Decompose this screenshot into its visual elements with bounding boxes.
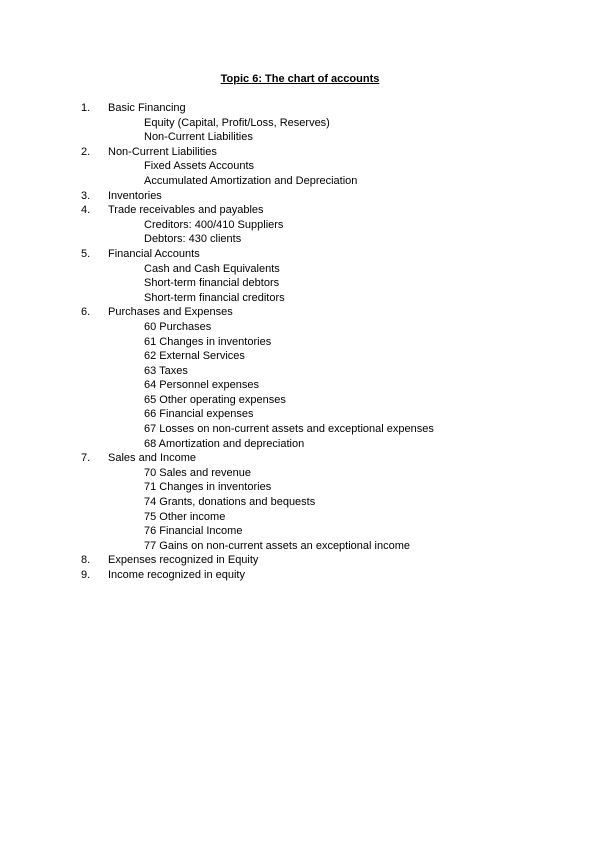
sub-list-item bbox=[81, 495, 581, 510]
sub-list-item bbox=[81, 174, 581, 189]
sub-list-item bbox=[81, 407, 581, 422]
sub-list-item bbox=[81, 393, 581, 408]
sub-list-item-label: 60 Purchases bbox=[144, 320, 212, 333]
list-item-label: Purchases and Expenses bbox=[108, 306, 233, 319]
list-item bbox=[81, 451, 581, 466]
sub-list-item bbox=[81, 335, 581, 350]
list-item-number: 4. bbox=[81, 204, 91, 217]
list-item-number: 6. bbox=[81, 306, 91, 319]
list-item-label: Inventories bbox=[108, 189, 162, 202]
sub-list-item-label: 74 Grants, donations and bequests bbox=[144, 496, 316, 509]
sub-list-item bbox=[81, 524, 581, 539]
list-item bbox=[81, 553, 581, 568]
list-item bbox=[81, 247, 581, 262]
list-item-label: Income recognized in equity bbox=[108, 569, 245, 581]
sub-list-item-label: Short-term financial creditors bbox=[144, 291, 285, 304]
list-item bbox=[81, 101, 581, 116]
sub-list-item-label: Accumulated Amortization and Depreciation bbox=[144, 174, 358, 187]
sub-list-item-label: 68 Amortization and depreciation bbox=[144, 437, 305, 450]
sub-list-item bbox=[81, 378, 581, 393]
list-item-label: Trade receivables and payables bbox=[108, 204, 264, 217]
list-item-label: Expenses recognized in Equity bbox=[108, 554, 259, 567]
sub-list-item-label: 75 Other income bbox=[144, 510, 226, 523]
sub-list-item bbox=[81, 539, 581, 554]
list-item-number: 3. bbox=[81, 189, 91, 202]
sub-list-item-label: Fixed Assets Accounts bbox=[144, 160, 255, 173]
sub-list-item-label: Debtors: 430 clients bbox=[144, 233, 242, 246]
sub-list-item bbox=[81, 232, 581, 247]
sub-list-item-label: 64 Personnel expenses bbox=[144, 379, 259, 392]
sub-list-item bbox=[81, 130, 581, 145]
sub-list-item-label: Creditors: 400/410 Suppliers bbox=[144, 218, 284, 231]
list-item bbox=[81, 145, 581, 160]
sub-list-item-label: 77 Gains on non-current assets an exceptional income bbox=[144, 539, 410, 552]
list-item-number: 8. bbox=[81, 554, 91, 567]
sub-list-item-label: Short-term financial debtors bbox=[144, 277, 280, 290]
page-title: Topic 6: The chart of accounts bbox=[220, 73, 380, 85]
sub-list-item bbox=[81, 510, 581, 525]
sub-list-item-label: Equity (Capital, Profit/Loss, Reserves) bbox=[144, 116, 330, 129]
list-item-number: 7. bbox=[81, 452, 91, 465]
list-item-label: Sales and Income bbox=[108, 452, 197, 465]
list-item bbox=[81, 203, 581, 218]
list-item-label: Financial Accounts bbox=[108, 247, 200, 260]
list-item bbox=[81, 305, 581, 320]
sub-list-item bbox=[81, 437, 581, 452]
sub-list-item-label: 70 Sales and revenue bbox=[144, 466, 252, 479]
sub-list-item bbox=[81, 364, 581, 379]
sub-list-item bbox=[81, 276, 581, 291]
list-item-number: 9. bbox=[81, 569, 91, 581]
sub-list-item bbox=[81, 116, 581, 131]
sub-list-item-label: Cash and Cash Equivalents bbox=[144, 262, 280, 275]
sub-list-item bbox=[81, 320, 581, 335]
list-item-label: Basic Financing bbox=[108, 102, 186, 114]
sub-list-item bbox=[81, 422, 581, 437]
sub-list-item-label: 76 Financial Income bbox=[144, 525, 243, 538]
sub-list-item-label: 65 Other operating expenses bbox=[144, 393, 286, 406]
sub-list-item bbox=[81, 262, 581, 277]
list-item-number: 1. bbox=[81, 102, 91, 114]
sub-list-item-label: Non-Current Liabilities bbox=[144, 131, 253, 144]
list-item bbox=[81, 568, 581, 583]
sub-list-item-label: 71 Changes in inventories bbox=[144, 481, 272, 494]
sub-list-item bbox=[81, 291, 581, 306]
sub-list-item-label: 66 Financial expenses bbox=[144, 408, 254, 421]
list-item-number: 2. bbox=[81, 145, 91, 158]
sub-list-item bbox=[81, 218, 581, 233]
sub-list-item bbox=[81, 480, 581, 495]
sub-list-item bbox=[81, 466, 581, 481]
sub-list-item-label: 67 Losses on non-current assets and exceptional expenses bbox=[144, 423, 434, 436]
sub-list-item bbox=[81, 349, 581, 364]
list-item bbox=[81, 189, 581, 204]
sub-list-item bbox=[81, 159, 581, 174]
sub-list-item-label: 62 External Services bbox=[144, 350, 245, 363]
list-item-number: 5. bbox=[81, 247, 91, 260]
sub-list-item-label: 61 Changes in inventories bbox=[144, 335, 272, 348]
sub-list-item-label: 63 Taxes bbox=[144, 364, 188, 377]
list-item-label: Non-Current Liabilities bbox=[108, 145, 217, 158]
accounts-list bbox=[81, 101, 581, 583]
